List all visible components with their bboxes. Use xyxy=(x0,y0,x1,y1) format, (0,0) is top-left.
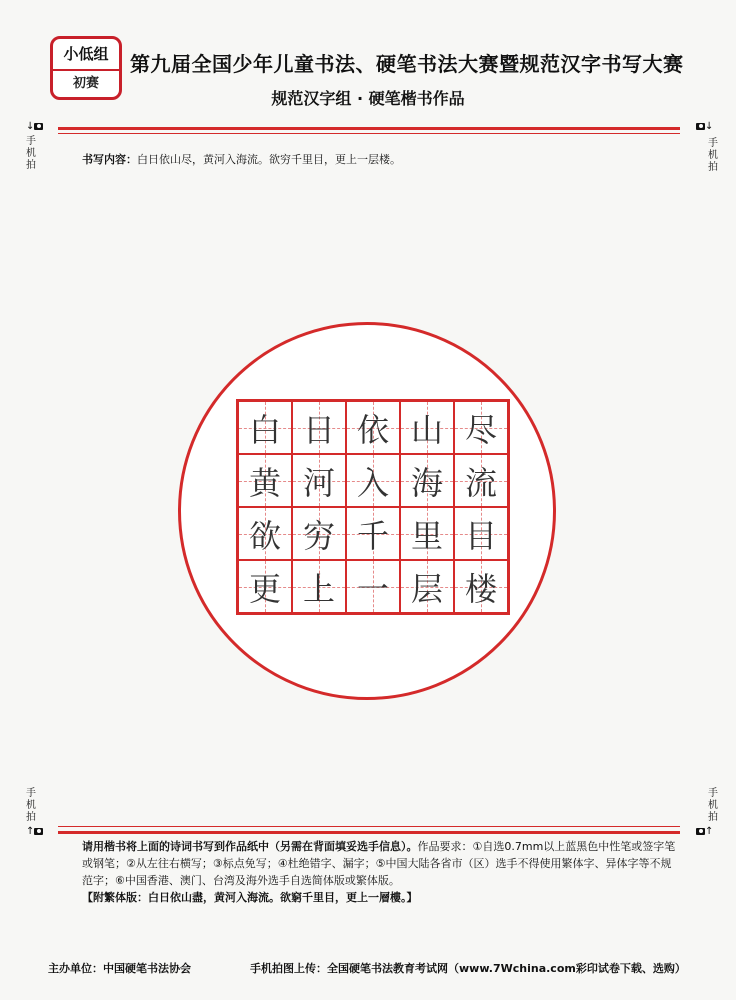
traditional-version: 【附繁体版：白日依山盡，黄河入海流。欲窮千里目，更上一層樓。】 xyxy=(82,891,418,904)
camera-icon xyxy=(696,828,705,835)
grid-cell: 千 xyxy=(346,507,400,560)
top-rule xyxy=(58,127,680,130)
top-right-camera-marker xyxy=(696,121,713,132)
content-line xyxy=(82,151,401,167)
camera-icon xyxy=(696,123,705,130)
grid-cell: 流 xyxy=(454,454,508,507)
grid-cell: 目 xyxy=(454,507,508,560)
camera-icon xyxy=(34,123,43,130)
grid-cell: 黄 xyxy=(238,454,292,507)
side-label-top-left: 手机拍 xyxy=(26,136,36,171)
footer-organizer: 主办单位：中国硬笔书法协会 xyxy=(48,962,191,975)
arrow-down-icon: ↓ xyxy=(705,121,714,132)
grid-cell: 山 xyxy=(400,401,454,454)
requirements-body: 作品要求：①自选0.7mm以上蓝黑色中性笔或签字笔或钢笔；②从左往右横写；③标点免写；④杜绝错字、漏字；⑤中国大陆各省市（区）选手不得使用繁体字、异体字等不规范字；⑥中国香港、澳门、台湾及海外选手自选简体版或繁体版。 xyxy=(82,840,676,887)
footer-upload: 手机拍图上传：全国硬笔书法教育考试网（www.7Wchina.com彩印试卷下载、选购） xyxy=(250,962,686,975)
grid-cell: 欲 xyxy=(238,507,292,560)
badge-group-label: 小低组 xyxy=(53,39,119,71)
requirements-text xyxy=(82,838,682,906)
top-rule-thin xyxy=(58,133,680,134)
grid-cell: 里 xyxy=(400,507,454,560)
bottom-rule xyxy=(58,831,680,834)
grid-cell: 河 xyxy=(292,454,346,507)
page-subtitle: 规范汉字组 · 硬笔楷书作品 xyxy=(271,89,465,108)
badge-round-label: 初赛 xyxy=(72,76,99,91)
camera-icon xyxy=(34,828,43,835)
grid-cell: 穷 xyxy=(292,507,346,560)
grid-cell: 入 xyxy=(346,454,400,507)
page-title: 第九届全国少年儿童书法、硬笔书法大赛暨规范汉字书写大赛 xyxy=(130,52,684,76)
writing-grid xyxy=(236,399,510,615)
grid-cell: 依 xyxy=(346,401,400,454)
grid-cell: 层 xyxy=(400,560,454,613)
grid-cell: 上 xyxy=(292,560,346,613)
requirements-heading: 请用楷书将上面的诗词书写到作品纸中（另需在背面填妥选手信息）。 xyxy=(82,840,418,853)
grid-cell: 日 xyxy=(292,401,346,454)
arrow-up-icon: ↑ xyxy=(705,826,714,837)
grid-cell: 楼 xyxy=(454,560,508,613)
content-text: 白日依山尽，黄河入海流。欲穷千里目，更上一层楼。 xyxy=(137,153,401,166)
top-left-camera-marker xyxy=(26,121,43,132)
grid-cell: 一 xyxy=(346,560,400,613)
grid-cell: 尽 xyxy=(454,401,508,454)
bottom-left-camera-marker xyxy=(26,826,43,837)
side-label-top-right: 手机拍 xyxy=(708,138,718,173)
grid-cell: 更 xyxy=(238,560,292,613)
content-label: 书写内容： xyxy=(82,153,137,166)
arrow-down-icon: ↓ xyxy=(26,121,35,132)
side-label-bottom-right: 手机拍 xyxy=(708,788,718,823)
grid-cell: 白 xyxy=(238,401,292,454)
bottom-rule-thin xyxy=(58,826,680,827)
arrow-up-icon: ↑ xyxy=(26,826,35,837)
grid-cell: 海 xyxy=(400,454,454,507)
side-label-bottom-left: 手机拍 xyxy=(26,788,36,823)
bottom-right-camera-marker xyxy=(696,826,713,837)
